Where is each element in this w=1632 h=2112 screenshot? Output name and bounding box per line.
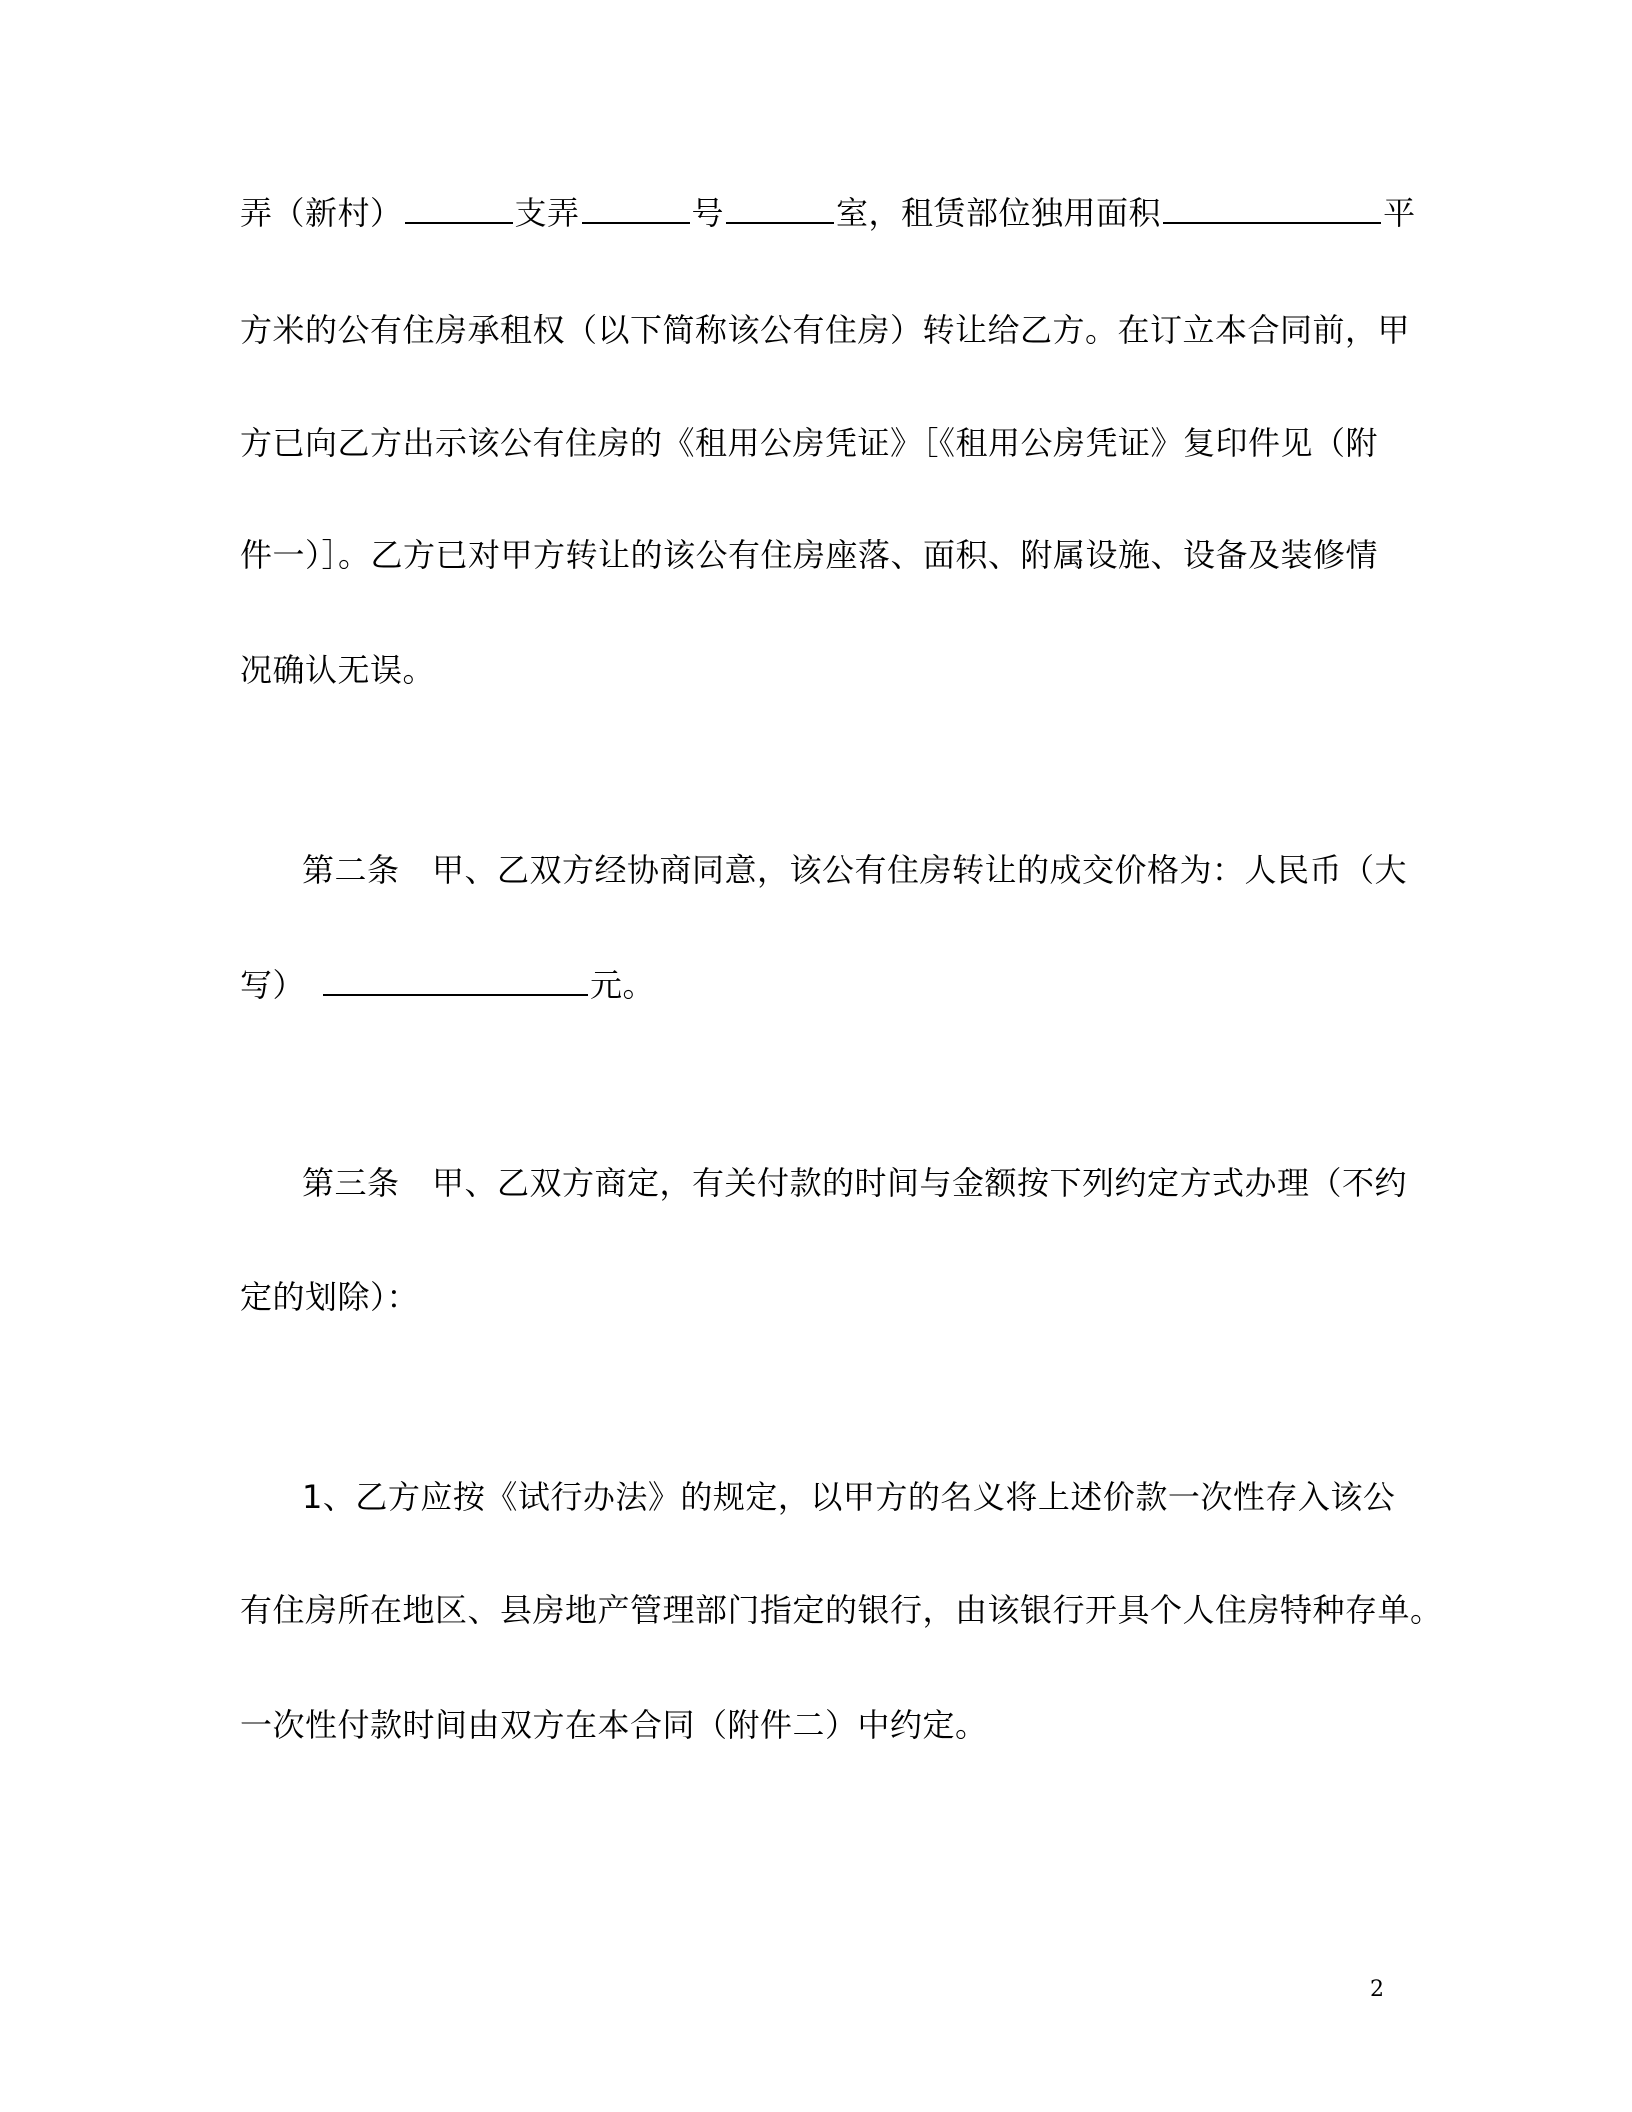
clause-1-line-3: 一次性付款时间由双方在本合同（附件二）中约定。	[240, 1706, 988, 1744]
intro-text-number: 号	[691, 194, 725, 232]
fill-blank-lane-number	[405, 188, 513, 224]
intro-line-3: 方已向乙方出示该公有住房的《租用公房凭证》［《租用公房凭证》复印件见（附	[240, 424, 1379, 462]
article-2-prefix: 写）	[240, 966, 306, 1004]
clause-1-line-2: 有住房所在地区、县房地产管理部门指定的银行，由该银行开具个人住房特种存单。	[240, 1591, 1443, 1629]
article-3-line-1: 第三条 甲、乙双方商定，有关付款的时间与金额按下列约定方式办理（不约	[302, 1164, 1408, 1202]
clause-1-line-1: 1、乙方应按《试行办法》的规定，以甲方的名义将上述价款一次性存入该公	[302, 1478, 1396, 1516]
intro-line-4: 件一）］。乙方已对甲方转让的该公有住房座落、面积、附属设施、设备及装修情	[240, 536, 1379, 574]
intro-line-5: 况确认无误。	[240, 651, 436, 689]
intro-text-ping: 平	[1383, 194, 1416, 232]
article-2-suffix: 元。	[590, 966, 656, 1004]
fill-blank-area	[1163, 188, 1381, 224]
intro-text-lane: 弄（新村）	[240, 194, 403, 232]
intro-line-2: 方米的公有住房承租权（以下简称该公有住房）转让给乙方。在订立本合同前，甲	[240, 311, 1411, 349]
fill-blank-price	[323, 960, 588, 996]
article-2-line-2	[240, 960, 1380, 1010]
fill-blank-sub-lane-number	[582, 188, 690, 224]
article-3-line-2: 定的划除）：	[240, 1278, 420, 1316]
intro-line-1	[240, 188, 1416, 238]
intro-text-sub-lane: 支弄	[514, 194, 580, 232]
fill-blank-house-number	[726, 188, 834, 224]
page-number: 2	[1370, 1977, 1384, 2002]
article-2-line-1: 第二条 甲、乙双方经协商同意，该公有住房转让的成交价格为：人民币（大	[302, 851, 1408, 889]
intro-text-room-area: 室，租赁部位独用面积	[836, 194, 1162, 232]
